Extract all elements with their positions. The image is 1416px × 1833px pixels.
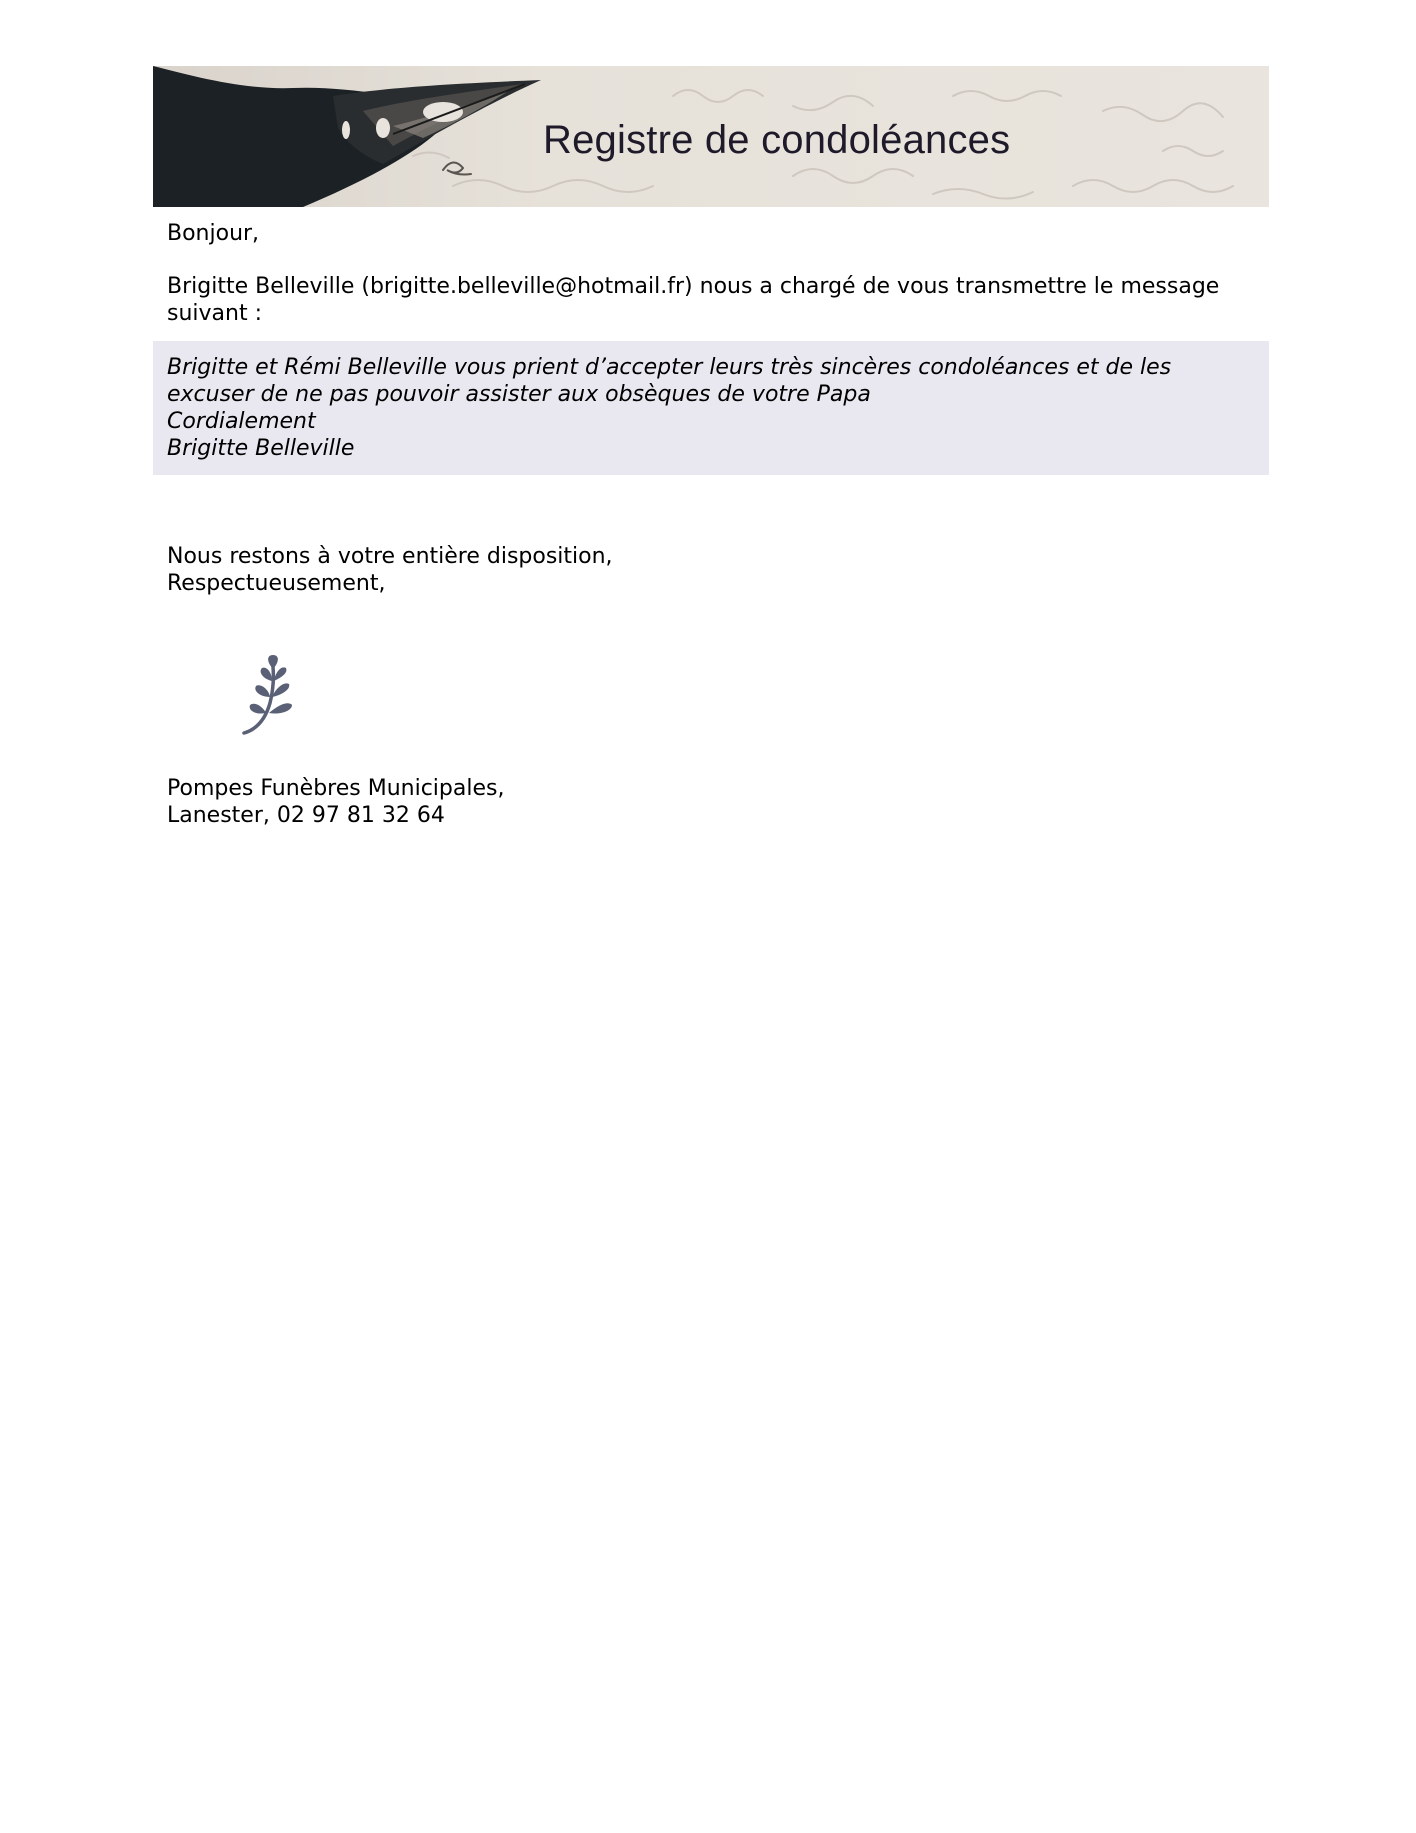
intro-text: Brigitte Belleville (brigitte.belleville@hotmail.fr) nous a chargé de vous transmettre le message suivant :: [167, 274, 1220, 326]
condolence-message: [153, 341, 1269, 475]
closing-line: Nous restons à votre entière disposition,: [167, 544, 613, 569]
message-line: Brigitte Belleville: [167, 436, 355, 461]
message-line: Brigitte et Rémi Belleville vous prient d’accepter leurs très sincères condoléances et de les excuser de ne pas pouvoir assister aux obsèques de votre Papa: [167, 355, 1172, 407]
company-name: Pompes Funèbres Municipales,: [167, 776, 505, 801]
email-document: [153, 66, 1269, 829]
header-banner: [153, 66, 1269, 207]
greeting-text: Bonjour,: [167, 221, 260, 246]
closing-block: [153, 543, 1269, 597]
signature-block: [153, 775, 1269, 829]
page-title: Registre de condoléances: [543, 118, 1011, 162]
company-contact: Lanester, 02 97 81 32 64: [167, 803, 445, 828]
closing-line: Respectueusement,: [167, 571, 386, 596]
message-line: Cordialement: [167, 409, 316, 434]
leaf-branch-icon: [236, 655, 306, 737]
